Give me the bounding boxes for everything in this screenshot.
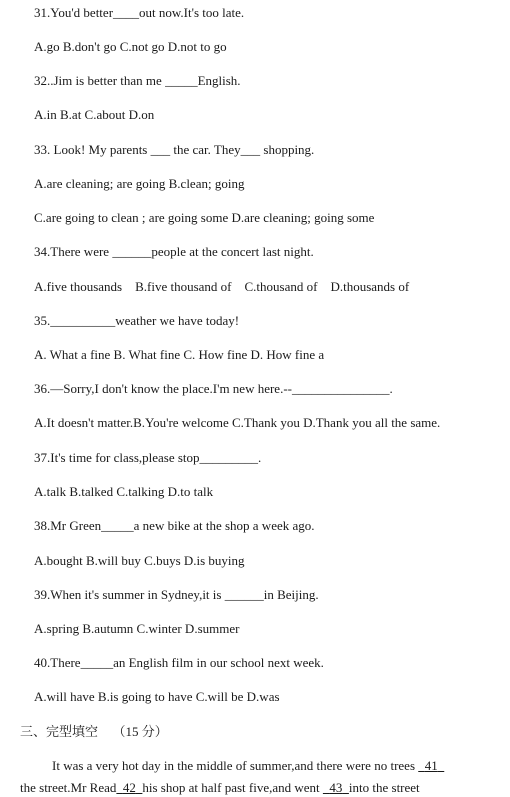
section-title: 三、完型填空 (20, 724, 99, 739)
question-31: 31.You'd better____out now.It's too late. (34, 5, 245, 20)
options-31: A.go B.don't go C.not go D.not to go (34, 39, 227, 54)
answer-blank: _____ (165, 73, 198, 88)
answer-blank: _____ (80, 655, 114, 670)
options-32: A.in B.at C.about D.on (34, 107, 155, 122)
options-40: A.will have B.is going to have C.will be D.was (34, 689, 280, 704)
answer-blank: ____ (113, 5, 140, 20)
options-33: A.are cleaning; are going B.clean; going (34, 176, 245, 191)
options-37: A.talk B.talked C.talking D.to talk (34, 484, 214, 499)
options-33-cont: C.are going to clean ; are going some D.are cleaning; going some (34, 210, 375, 225)
options-34: A.five thousands B.five thousand of C.thousand of D.thousands of (34, 279, 410, 294)
options-38: A.bought B.will buy C.buys D.is buying (34, 553, 245, 568)
question-34: 34.There were ______people at the concert last night. (34, 244, 314, 259)
answer-blank: _______________ (292, 381, 390, 396)
blank-42: 42 (122, 780, 136, 795)
answer-blank: ______ (224, 587, 264, 602)
question-35: 35.__________weather we have today! (34, 313, 240, 328)
options-36: A.It doesn't matter.B.You're welcome C.Thank you D.Thank you all the same. (34, 415, 441, 430)
answer-blank: ______ (112, 244, 152, 259)
answer-blank: __________ (50, 313, 116, 328)
blank-41: 41 (424, 758, 438, 773)
passage-line-1: It was a very hot day in the middle of summer,and there were no trees 41 (52, 758, 444, 774)
question-39: 39.When it's summer in Sydney,it is ______in Beijing. (34, 587, 319, 602)
passage-line-2: the street.Mr Read 42 his shop at half past five,and went 43 into the street (20, 780, 420, 795)
section-heading (20, 724, 168, 740)
blank-43: 43 (329, 780, 343, 795)
question-36: 36.—Sorry,I don't know the place.I'm new here.--_______________. (34, 381, 393, 396)
options-35: A. What a fine B. What fine C. How fine D. How fine a (34, 347, 325, 362)
question-37: 37.It's time for class,please stop_________. (34, 450, 262, 465)
options-39: A.spring B.autumn C.winter D.summer (34, 621, 240, 636)
section-score: （15 分） (112, 724, 168, 739)
question-38: 38.Mr Green_____a new bike at the shop a week ago. (34, 518, 315, 533)
question-40: 40.There_____an English film in our school next week. (34, 655, 324, 670)
answer-blank: _____ (101, 518, 134, 533)
answer-blank: _________ (199, 450, 259, 465)
answer-blank: ___ (150, 142, 171, 157)
question-32: 32..Jim is better than me _____English. (34, 73, 241, 88)
question-33: 33. Look! My parents ___ the car. They___ shopping. (34, 142, 315, 157)
